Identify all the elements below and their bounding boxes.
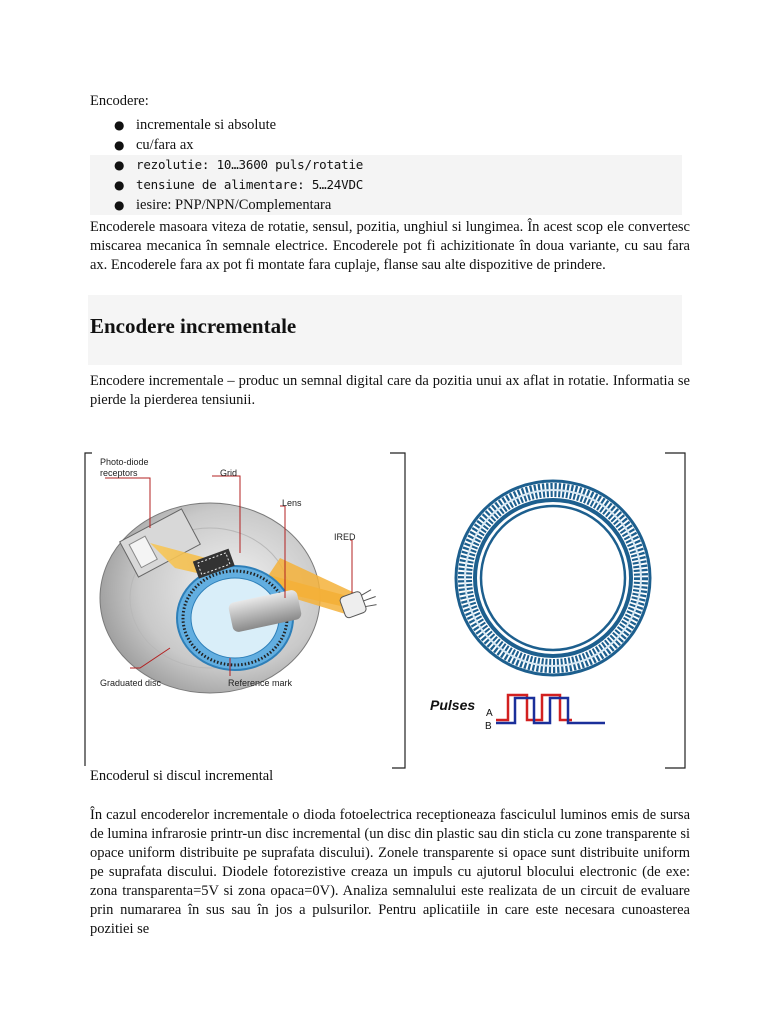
ired-label: IRED xyxy=(334,532,356,542)
bullet-icon: ● xyxy=(114,178,125,192)
section-heading: Encodere incrementale xyxy=(90,314,297,338)
grid-label: Grid xyxy=(220,468,238,478)
list-item: ● cu/fara ax xyxy=(114,137,194,153)
reference-mark-label: Reference mark xyxy=(228,678,293,688)
figure-caption: Encoderul si discul incremental xyxy=(90,768,274,784)
list-item: ● iesire: PNP/NPN/Complementara xyxy=(90,195,682,215)
channel-b-label: B xyxy=(485,721,492,732)
paragraph-incremental-detail: În cazul encoderelor incrementale o dioda fotoelectrica receptioneaza fasciculul luminos emis de sursa de lumina infrarosie printr-un disc incremental (un disc din plastic sau din sticla cu zone transparente si opace uniform distribuite pe suprafata discului). Zonele transparente si opace sunt distribuite uniform pe suprafata discului. Diodele fotorezistive creaza un impuls cu ajutorul blocului electronic (de exe: zona transparenta=5V si zona opaca=0V). Analiza semnalului este realizata de un circuit de evaluare prin numararea în sus sau în jos a pulsurilor. Pentru aplicatiile in care este necesara cunoasterea pozitiei se xyxy=(90,807,690,937)
channel-a-label: A xyxy=(486,708,493,719)
incremental-disc xyxy=(456,481,650,675)
graduated-disc-label: Graduated disc xyxy=(100,678,162,688)
paragraph-encoders: Encoderele masoara viteza de rotatie, sensul, pozitia, unghiul si lungimea. În acest scop ele convertesc miscarea mecanica în semnale electrice. Encoderele pot fi achizitionate în doua variante, cu sau fara ax. Encoderele fara ax pot fi montate fara cuplaje, flanse sau alte dispozitive de prindere. xyxy=(90,219,690,273)
list-item: ● incrementale si absolute xyxy=(114,117,277,133)
photodiode-label-2: receptors xyxy=(100,468,138,478)
photodiode-label: Photo-diode xyxy=(100,457,149,467)
feature-list xyxy=(90,115,682,215)
lens-label: Lens xyxy=(282,498,302,508)
pulses-label: Pulses xyxy=(430,697,476,713)
bullet-icon: ● xyxy=(114,118,125,132)
bullet-icon: ● xyxy=(114,158,125,172)
list-item: ● rezolutie: 10…3600 puls/rotatie xyxy=(90,155,682,175)
encoder-figure xyxy=(80,448,690,773)
encoder-diagram xyxy=(100,457,379,693)
paragraph-incremental: Encodere incrementale – produc un semnal digital care da pozitia unui ax aflat in rotatie. Informatia se pierde la pierderea tensiunii. xyxy=(90,373,690,408)
list-item: ● tensiune de alimentare: 5…24VDC xyxy=(90,175,682,195)
intro-label: Encodere: xyxy=(90,93,149,109)
pulse-b-wave xyxy=(496,698,605,723)
bullet-icon: ● xyxy=(114,138,125,152)
pulse-diagram xyxy=(430,695,605,732)
bullet-icon: ● xyxy=(114,198,125,212)
